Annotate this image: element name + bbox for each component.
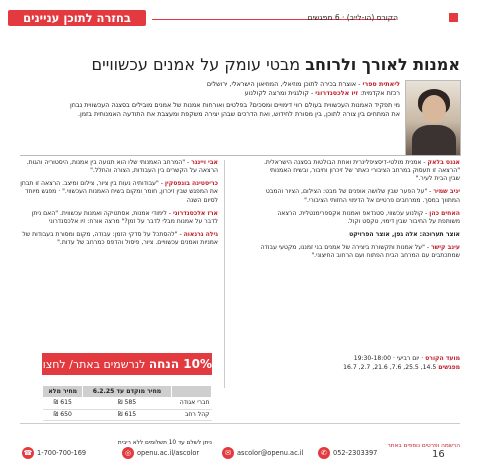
lecture-item (20, 231, 218, 247)
page-title (30, 55, 460, 74)
coordinator-role: - קולגנית ומרצה לקולנוע (244, 88, 316, 97)
schedule-days-value: · יום רביעי · 19:30-18:00 (353, 355, 426, 362)
row-label: חברי אגודה (171, 398, 212, 410)
discount-percent: 10% הנחה (148, 357, 212, 371)
phone-text: 1-700-700-169 (37, 449, 87, 457)
discount-register-button[interactable] (23, 353, 212, 375)
lectures-left-column (20, 159, 218, 252)
schedule-dates (260, 364, 460, 373)
section-divider (20, 155, 460, 156)
coordinator-name: זיו אלכסנדרוני (315, 88, 359, 97)
lecture-item (260, 159, 460, 183)
lecturer-line (70, 80, 400, 89)
lectures-right-column (260, 159, 460, 266)
page-number: 16 (432, 449, 445, 460)
column-header: מחיר מלא (43, 386, 83, 398)
lecture-text: - קולנוע עכשווי, סטנדאפ ואמנות אקספרימנטלית. הרצאה משותפת על החיבור שבין דימוי, טקסט וקול. (277, 209, 460, 225)
title-bold: אמנות לאורך ולרוחב (305, 55, 460, 74)
lecture-speaker: עינב קישר (430, 244, 460, 252)
globe-icon: ◎ (122, 447, 134, 459)
lecture-item (260, 188, 460, 204)
coordinator-label: רכזת אקדמית: (358, 88, 400, 97)
course-schedule (260, 355, 460, 373)
column-header (171, 386, 212, 398)
lecture-text: - אמנית מולטי-דיסציפלינרית ואחת הבולטות בסצנה הישראלית. "הרצאה זו תעסוק במרחב הציבורי כאתר של זיכרון וחיבור, ובשיח האמנותי שבין הבית לעיר." (264, 159, 460, 183)
table-row (43, 409, 212, 421)
row-label: קהל רחב (171, 409, 212, 421)
lecture-speaker: האחים כהן (429, 209, 460, 217)
lecturer-name: ליאתית ספרי (362, 80, 400, 88)
mobile-text: 052-2303397 (333, 449, 378, 457)
section-marker-icon (449, 13, 458, 22)
contact-footer (0, 444, 480, 464)
full-price: 615 ₪ (43, 398, 83, 410)
coordinator-line (70, 89, 400, 98)
registration-note[interactable]: הרשמה ופרטים נוספים באתר (387, 443, 460, 449)
full-price: 650 ₪ (43, 409, 83, 421)
lecture-item (20, 159, 218, 175)
footer-phone[interactable] (22, 447, 86, 459)
lecture-speaker: כריסטינה בונפסקין (164, 180, 218, 188)
schedule-days (260, 355, 460, 364)
back-to-contents-button[interactable]: בחזרה לתוכן עניינים (8, 10, 146, 26)
column-header: מחיר מוקדם עד 6.2.25 (83, 386, 171, 398)
footer-email[interactable] (222, 447, 303, 459)
footer-divider (20, 423, 460, 424)
early-price: 615 ₪ (83, 409, 171, 421)
footer-website[interactable] (122, 447, 199, 459)
lecture-text: - "להסתכל על סדקי הזמן: עבודה, מקום ומסורת בעבודות של אמניות ואמנים עכשוויים. ציור, פיסול והדפס כמרחב של עדות." (22, 231, 218, 247)
lecture-item (260, 244, 460, 260)
early-price: 585 ₪ (83, 398, 171, 410)
title-subtitle: מבטי עומק על אמנים עכשוויים (91, 55, 306, 74)
lecture-speaker: יניב שמיר (433, 188, 460, 196)
lecture-item (20, 180, 218, 204)
lecturer-photo (405, 80, 461, 156)
section-title: הקורס (הו-לייב) · 6 מפגשים (307, 13, 398, 22)
lecture-speaker: אבי ויינגר (191, 159, 218, 166)
schedule-dates-label: מפגשים (438, 363, 460, 371)
lecture-speaker: גילה גרנאוה (183, 231, 218, 239)
phone-icon: ☎ (23, 449, 33, 457)
discount-text: לנרשמים באתר/ לחצו כאן (23, 358, 149, 371)
schedule-dates-value: 14.5, 25.5, 7.6, 21.6, 2.7, 16.7 (343, 363, 437, 371)
table-header-row (43, 386, 212, 398)
email-text: ascolor@openu.ac.il (237, 449, 304, 457)
footer-mobile[interactable] (318, 447, 377, 459)
lecture-text: - "על אמנות ותקשורת ביצירה של אמנים בני זמננו, מקטעי עבודה שמתכתבים עם המרחב הבית הפתוח ועם הרחוב החיצוני." (260, 244, 460, 260)
lecture-item (260, 210, 460, 226)
column-divider (224, 160, 225, 388)
payment-note: ניתן לשלם עד 10 תשלומים ללא ריבית (117, 440, 212, 446)
lecturer-role: - אוצרת בכירה לתוכן מוזיאלי, המוזיאון הישראלי, ירושלים (206, 80, 363, 88)
table-row (43, 398, 212, 410)
intro-block (70, 80, 400, 118)
whatsapp-icon: ✆ (318, 447, 330, 459)
website-text: openu.ac.il/ascolor (137, 449, 200, 457)
course-description: מי תפקיד האמנות העכשווית בעולם רווי דימויים ומסכים? בפלטים ואורחות אמנות של אמנים מובילים בסצנה העכשווית נבחן את המתחים בין צורה לתוכן, בין מסורת לחידוש, ואת הדרכים שבהן יצירה משקפת ומעצבת את התודעה האמנותית בזמן. (70, 101, 400, 118)
price-table (42, 385, 212, 421)
lecture-speaker: אגנס בלאק (427, 159, 460, 166)
lecture-text: - "עבודותיה נעות בין ציור, צילום ומיצב. הרצאה זו תבחן את המפגש שבין זיכרון, חומר ומקום בשיח האמנות העכשווי." · מפגש מיוחד לסיום השנה (20, 180, 218, 204)
lecture-speaker: ארז אלכסנדרוני (172, 209, 218, 217)
lecture-text: - "המרחב האמנותי שלו הוא תנועה בין אמנות, היסטוריה והגות. הרצאה על הקשרים בין העבודות, הצורה והחלל." (26, 159, 218, 175)
lecture-text: - לימודי אמנות, אסתטיקה ואמנות עכשווית. "האם ניתן לדבר על אמנות מבלי לדבר על זמן?" מרצה אורח: זיו אלכסנדרוני (31, 209, 218, 225)
lecture-note: אוצר תערוכה: אלה גפן, אוצר הפרויקט (349, 231, 460, 239)
mail-icon: ✉ (222, 447, 234, 459)
lecture-item (20, 210, 218, 226)
lecture-text: - "על הפער שבין שלושה אופנים של מבט: הצילום, הציור והמבט המתווך במסך. ממרחבים פרטיים אל הדימוי החזותי הציבורי." (265, 188, 460, 204)
schedule-days-label: מועד הקורס (425, 355, 460, 362)
